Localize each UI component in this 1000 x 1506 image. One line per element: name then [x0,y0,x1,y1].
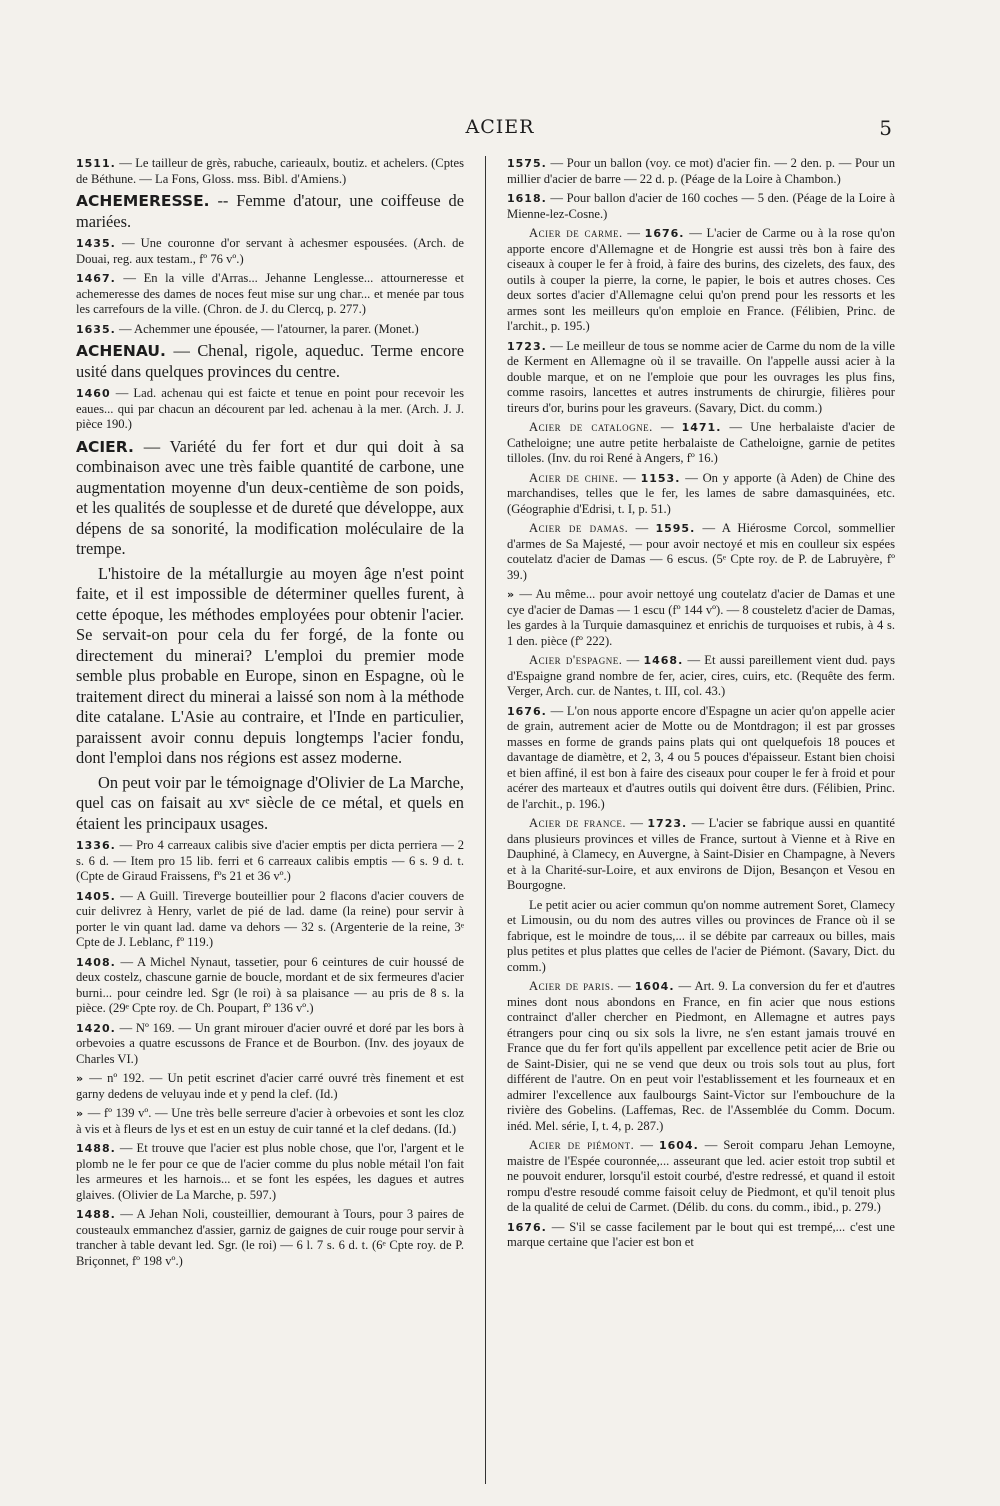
citation-date: 1575. [507,157,547,170]
body-paragraph [76,773,464,835]
subentry-label: Acier de chine. [529,470,619,485]
citation-date: 1408. [76,955,116,969]
citation-paragraph: Acier d'espagne. — 1468. — Et aussi pareillement vient dud. pays d'Espaigne grand nombre de fer, acier, cires, cuirs, etc. (Requête des ferm. Verger, Arch. cur. de Nantes, t. III, col. 43.) [507,653,895,698]
citation-text: — Achemmer une épousée, — l'atourner, la parer. (Monet.) [118,321,419,336]
citation-paragraph [507,587,895,649]
citation-date: 1467. [76,272,116,285]
citation-paragraph [76,1021,464,1068]
citation-paragraph: Acier de france. — 1723. — L'acier se fabrique aussi en quantité dans plusieurs provinces et villes de France, surtout à Vienne et à Rive en Dauphiné, à Clamecy, en Auvergne, à Saint-Disier en Champagne, à Nevers et à la Charité-sur-Loire, et aux environs de Dijon, Besançon et Vesou en Bourgogne. [507,816,895,892]
citation-paragraph [507,704,895,813]
citation-paragraph [507,191,895,222]
citation-text: — Le meilleur de tous se nomme acier de Carme du nom de la ville de Kerment en Allemagne où il se travaille. On l'appelle aussi acier à la double marque, et on ne l'emploie que pour les ouvrages les plus fins, comme rasoirs, lancettes et autres instruments de chirurgie, filières pour tireurs d'or, burins pour les graveurs. (Savary, Dict. du comm.) [507,338,895,415]
page-header [0,116,1000,146]
citation-text: — Pour un ballon (voy. ce mot) d'acier fin. — 2 den. p. — Pour un millier d'acier de barre — 22 d. p. (Péage de la Loire à Chambon.) [507,156,895,186]
citation-date: » [507,588,516,601]
citation-text: — Nº 169. — Un grant mirouer d'acier ouvré et doré par les bors à orbevoies a quatre escussons de France et de Bourbon. (Inv. des joyaux de Charles VI.) [76,1020,464,1066]
dictionary-entry [76,191,464,232]
citation-date: 1420. [76,1021,116,1035]
page-number: 5 [879,116,892,140]
body-paragraph [76,564,464,769]
citation-date: 1460 [76,387,111,400]
citation-paragraph [76,955,464,1017]
citation-text: — Art. 9. La conversion du fer et d'autres mines dont nous abondons en France, en fin acier que nous estions contrainct d'aller chercher en Piedmont, en Allemagne et autres pays étrangers pour cinq ou six sols la livre, ne s'en estant jamais trouvé en France que du fer fort qu'ils appellent par excellence petit acier de Brie ou de Saint-Disier, qui ne se vend que deux ou trois sols tout au plus, fort différent de l'autre. On en peut voir l'establissement et les fourneaux et en admirer l'excellence aux faulbourgs Saint-Victor sur l'embouchure de la rivière des Gobelins. (Laffemas, Rec. de l'Assemblée du Comm. Docum. inéd. Mel. série, I, t. 4, p. 287.) [507,979,895,1133]
subentry-label: Acier de paris. [529,979,615,993]
running-title: ACIER [465,116,535,138]
citation-text: — A Jehan Noli, cousteillier, demourant à Tours, pour 3 paires de cousteaulx emmanchez d'assier, garniz de gaignes de cuir rouge pour servir à trancher à table devant led. Sgr. (le roi) — 6 l. 7 s. 6 d. t. (6ᵉ Cpte roy. de P. Briçonnet, fº 198 vº.) [76,1207,464,1268]
citation-text: — Et aussi pareillement vient dud. pays d'Espaigne grand nombre de fer, acier, cires, cuirs, etc. (Requête des ferm. Verger, Arch. cur. de Nantes, t. III, col. 43.) [507,653,895,698]
citation-date: 1723. [507,339,547,353]
citation-date: 1488. [76,1142,116,1155]
citation-text: — A Hiérosme Corcol, sommellier d'armes de Sa Majesté, — pour avoir nectoyé et mis en coulleur six espées coutelatz d'acier de Damas — 6 escus. (5ᵉ Cpte roy. de P. de Labruyère, fº 39.) [507,521,895,582]
body-text: Le petit acier ou acier commun qu'on nomme autrement Soret, Clamecy et Limousin, ou du nom des autres villes ou provinces de France où il se fabrique, est le moindre de tous,... il se débite par carreaux ou billes, mais plus petites et plus plattes que celles de l'acier de Piémont. (Savary, Dict. du comm.) [507,897,895,974]
citation-text: — Une herbalaiste d'acier de Catheloigne; une autre petite herbalaiste de Catheloigne, garnie de petites tilloles. (Inv. du roi René à Angers, fº 16.) [507,420,895,465]
citation-date: 1604. [634,980,675,993]
citation-text: — S'il se casse facilement par le bout qui est trempé,... c'est une marque certaine que l'acier est bon et [507,1219,895,1249]
citation-date: 1468. [643,654,684,667]
citation-date: 1435. [76,237,116,250]
citation-paragraph [507,1220,895,1251]
citation-paragraph: Acier de paris. — 1604. — Art. 9. La conversion du fer et d'autres mines dont nous abondons en France, en fin acier que nous estions contrainct d'aller chercher en Piedmont, en Allemagne et autres pays étrangers pour cinq ou six sols la livre, ne s'en estant jamais trouvé en France que du fer fort qu'ils appellent par excellence petit acier de Brie ou de Saint-Disier, qui ne se vend que deux ou trois sols tout au plus, fort différent de l'autre. On en peut voir l'establissement et les fourneaux et en admirer l'excellence aux faulbourgs Saint-Victor sur l'embouchure de la rivière des Gobelins. (Laffemas, Rec. de l'Assemblée du Comm. Docum. inéd. Mel. série, I, t. 4, p. 287.) [507,979,895,1133]
entry-definition: — Chenal, rigole, aqueduc. Terme encore usité dans quelques provinces du centre. [76,341,464,381]
citation-text: — On y apporte (à Aden) de Chine des marchandises, telles que le fer, les lames de sabre damasquinées, etc. (Géographie d'Edrisi, t. I, p. 51.) [507,470,895,516]
citation-paragraph [76,1207,464,1269]
citation-paragraph [76,1106,464,1137]
citation-text: — fº 139 vº. — Une très belle serreure d'acier à orbevoies et sont les cloz à vis et à fleurs de lys et est en un estuy de cuir tanné et la clef dedans. (Id.) [76,1106,464,1136]
body-text: L'histoire de la métallurgie au moyen âge n'est point faite, et il est impossible de déterminer quelles furent, à cette époque, les méthodes employées pour obtenir l'acier. Se servait-on pour cela du fer forgé, de la fonte ou directement du minerai? L'emploi du premier mode semble plus probable en Europe, sinon en Espagne, où le traitement direct du minerai a laissé son nom à la méthode dite catalane. L'Asie au contraire, et l'Inde en particulier, paraissent avoir connu depuis longtemps l'acier fondu, dont l'emploi dans nos régions est assez moderne. [76,563,464,767]
citation-date: 1604. [658,1139,699,1152]
citation-text: — L'acier de Carme ou à la rose qu'on apporte encore d'Allemagne et de Hongrie est aussi très bon à faire des ciseaux à couper le fer à froid, à faire des burins, des cizelets, des faux, des outils à couper la pierre, la corne, le papier, le bois et autres choses. Ces deux sortes d'acier d'Allemagne celui qu'on prend pour les ressorts et les armes sont les meilleurs qu'on emploie en France. (Félibien, Princ. de l'archit., p. 195.) [507,226,895,333]
citation-text: — L'acier se fabrique aussi en quantité dans plusieurs provinces et villes de France, surtout à Vienne et à Rive en Dauphiné, à Clamecy, en Auvergne, à Saint-Disier en Champagne, à Nevers et à la Charité-sur-Loire, et aux environs de Dijon, Besançon et Vesou en Bourgogne. [507,816,895,892]
subentry-label: Acier de france. [529,816,627,830]
citation-date: 1471. [681,421,722,434]
citation-paragraph [76,838,464,885]
citation-date: 1336. [76,839,116,852]
right-column [507,156,895,1484]
citation-date: » [76,1107,85,1120]
citation-date: 1405. [76,889,116,903]
citation-text: — En la ville d'Arras... Jehanne Lenglesse... attourneresse et achemeresse des dames de noces feut mise sur ung char... et menée par tous les carrefours de la ville. (Chron. de J. du Clercq, p. 277.) [76,271,464,316]
citation-text: — Seroit comparu Jehan Lemoyne, maistre de l'Espée couronnée,... asseurant que led. acier estoit trop subtil et ne pouvoit endurer, lorsqu'il estoit courbé, d'estre redressé, et quand il estoit rompu d'estre resoudé comme faisoit celuy de Piedmont, et qu'il tenoit plus de la qualité de celui de Carmet. (Délib. du cons. du comm., ibid., p. 279.) [507,1138,895,1214]
citation-text: — Pro 4 carreaux calibis sive d'acier emptis per dicta perriera — 2 s. 6 d. — Item pro 15 lib. ferri et 6 carreaux calibis emptis — 6 s. 9 d. t. (Cpte de Giraud Fraissens, fºs 21 et 36 vº.) [76,838,464,883]
entry-definition: -- Femme d'atour, une coiffeuse de mariées. [76,191,464,231]
citation-date: » [76,1072,85,1085]
citation-paragraph [76,386,464,433]
body-text: On peut voir par le témoignage d'Olivier de La Marche, quel cas on faisait au xvᵉ siècle de ce métal, et quels en étaient les principaux usages. [76,772,464,833]
citation-paragraph: Acier de piémont. — 1604. — Seroit comparu Jehan Lemoyne, maistre de l'Espée couronnée,... asseurant que led. acier estoit trop subtil et ne pouvoit endurer, lorsqu'il estoit courbé, d'estre redressé, et quand il estoit rompu d'estre resoudé comme faisoit celuy de Piedmont, et qu'il tenoit plus de la qualité de celui de Carmet. (Délib. du cons. du comm., ibid., p. 279.) [507,1138,895,1214]
citation-text: — A Michel Nynaut, tassetier, pour 6 ceintures de cuir houssé de deux costelz, chascune garnie de boucle, mordant et de six fermeures d'acier burni... pour ceindre led. Sgr (le roi) à sa plaisance — au pris de 8 s. la pièce. (29ᵉ Cpte roy. de Ch. Poupart, fº 136 vº.) [76,954,464,1015]
citation-date: 1676. [644,227,685,240]
citation-text: — Au même... pour avoir nettoyé ung coutelatz d'acier de Damas et une cye d'acier de Damas — 1 escu (fº 144 vº). — 8 cousteletz d'acier de Damas, les gardes à la Turquie damasquinez et enrichis de turquoises et rubis, à 4 s. 1 den. pièce (fº 222). [507,587,895,648]
citation-paragraph [76,1071,464,1102]
citation-date: 1723. [647,817,688,830]
citation-paragraph: Acier de carme. — 1676. — L'acier de Carme ou à la rose qu'on apporte encore d'Allemagne et de Hongrie est aussi très bon à faire des ciseaux à couper le fer à froid, à faire des burins, des cizelets, des faux, des outils à couper la pierre, la corne, le papier, le bois et autres choses. Ces deux sortes d'acier d'Allemagne celui qu'on prend pour les ressorts et les armes sont les meilleurs qu'on emploie en France. (Félibien, Princ. de l'archit., p. 195.) [507,226,895,333]
citation-date: 1488. [76,1208,116,1221]
citation-paragraph [76,322,464,338]
citation-text: — L'on nous apporte encore d'Espagne un acier qu'on appelle acier de grain, autrement acier de Motte ou de Montdragon; il est par grosses masses en forme de grands pains plats qui ont quelquefois 18 pouces et davantage de diamètre, et 2, 3, 4 ou 5 pouces d'épaisseur. Estant bien choisi et bien affiné, il est bon à faire des ciseaux pour couper le fer à froid et pour acérer des marteaux et d'autres outils qui doivent être durs. (Félibien, Princ. de l'archit., p. 196.) [507,703,895,811]
subentry-label: Acier de carme. [529,226,623,240]
citation-text: — Le tailleur de grès, rabuche, carieaulx, boutiz. et achelers. (Cptes de Béthune. — La Fons, Gloss. mss. Bibl. d'Amiens.) [76,156,464,186]
citation-text: — nº 192. — Un petit escrinet d'acier carré ouvré très finement et est garny dedens de veluyau inde et y pend la clef. (Id.) [76,1071,464,1101]
citation-paragraph [76,271,464,318]
entry-definition: — Variété du fer fort et dur qui doit à sa combinaison avec une très faible quantité de carbone, une augmentation moyenne d'un deux-centième de son poids, et les qualités de souplesse et de dureté que développe, aux dépens de sa sonorité, la modification moléculaire de la trempe. [76,436,464,558]
subentry-label: Acier de catalogne. [529,420,653,434]
entry-headword: ACIER. [76,437,134,456]
citation-paragraph [76,236,464,267]
citation-text: — Et trouve que l'acier est plus noble chose, que l'or, l'argent et le plomb ne le fer pour ce que de l'acier comme du plus noble métail l'on fait les armeures et les harnois... et se font les espées, les dagues et autres glaives. (Olivier de La Marche, p. 597.) [76,1141,464,1202]
citation-date: 1153. [640,471,681,485]
citation-paragraph: Acier de catalogne. — 1471. — Une herbalaiste d'acier de Catheloigne; une autre petite herbalaiste de Catheloigne, garnie de petites tilloles. (Inv. du roi René à Angers, fº 16.) [507,420,895,465]
citation-date: 1635. [76,322,116,336]
column-divider [485,156,486,1484]
citation-text: — Une couronne d'or servant à achesmer espousées. (Arch. de Douai, reg. aux testam., fº 76 vº.) [76,236,464,266]
citation-date: 1595. [655,522,696,535]
left-column [76,156,464,1484]
citation-paragraph [507,156,895,187]
subentry-label: Acier de damas. [529,521,629,535]
citation-paragraph: Acier de damas. — 1595. — A Hiérosme Corcol, sommellier d'armes de Sa Majesté, — pour avoir nectoyé et mis en coulleur six espées coutelatz d'acier de Damas — 6 escus. (5ᵉ Cpte roy. de P. de Labruyère, fº 39.) [507,521,895,582]
citation-paragraph [76,1141,464,1203]
citation-paragraph: Acier de chine. — 1153. — On y apporte (à Aden) de Chine des marchandises, telles que le fer, les lames de sabre damasquinées, etc. (Géographie d'Edrisi, t. I, p. 51.) [507,470,895,516]
entry-headword: ACHENAU. [76,342,166,360]
subentry-label: Acier de piémont. [529,1138,635,1152]
citation-date: 1676. [507,704,547,718]
dictionary-entry [76,341,464,382]
citation-paragraph [76,889,464,951]
body-paragraph [507,898,895,976]
citation-date: 1511. [76,157,116,170]
citation-text: — Lad. achenau qui est faicte et tenue en point pour recevoir les eaues... qui par chacun an décourent par led. achenau à la mer. (Arch. J. J. pièce 190.) [76,386,464,431]
citation-date: 1618. [507,192,547,205]
dictionary-entry [76,437,464,560]
subentry-label: Acier d'espagne. [529,653,623,667]
entry-headword: ACHEMERESSE. [76,192,210,210]
citation-date: 1676. [507,1220,547,1234]
citation-paragraph [507,339,895,417]
citation-paragraph [76,156,464,187]
citation-text: — Pour ballon d'acier de 160 coches — 5 den. (Péage de la Loire à Mienne-lez-Cosne.) [507,191,895,221]
citation-text: — A Guill. Tireverge bouteillier pour 2 flacons d'acier couvers de cuir delivrez à Henry, varlet de pié de lad. dame (la reine) pour servir à porter le vin quant lad. dame va dehors — 32 s. (Argenterie de la reine, 3ᵉ Cpte de J. Leblanc, fº 119.) [76,888,464,949]
